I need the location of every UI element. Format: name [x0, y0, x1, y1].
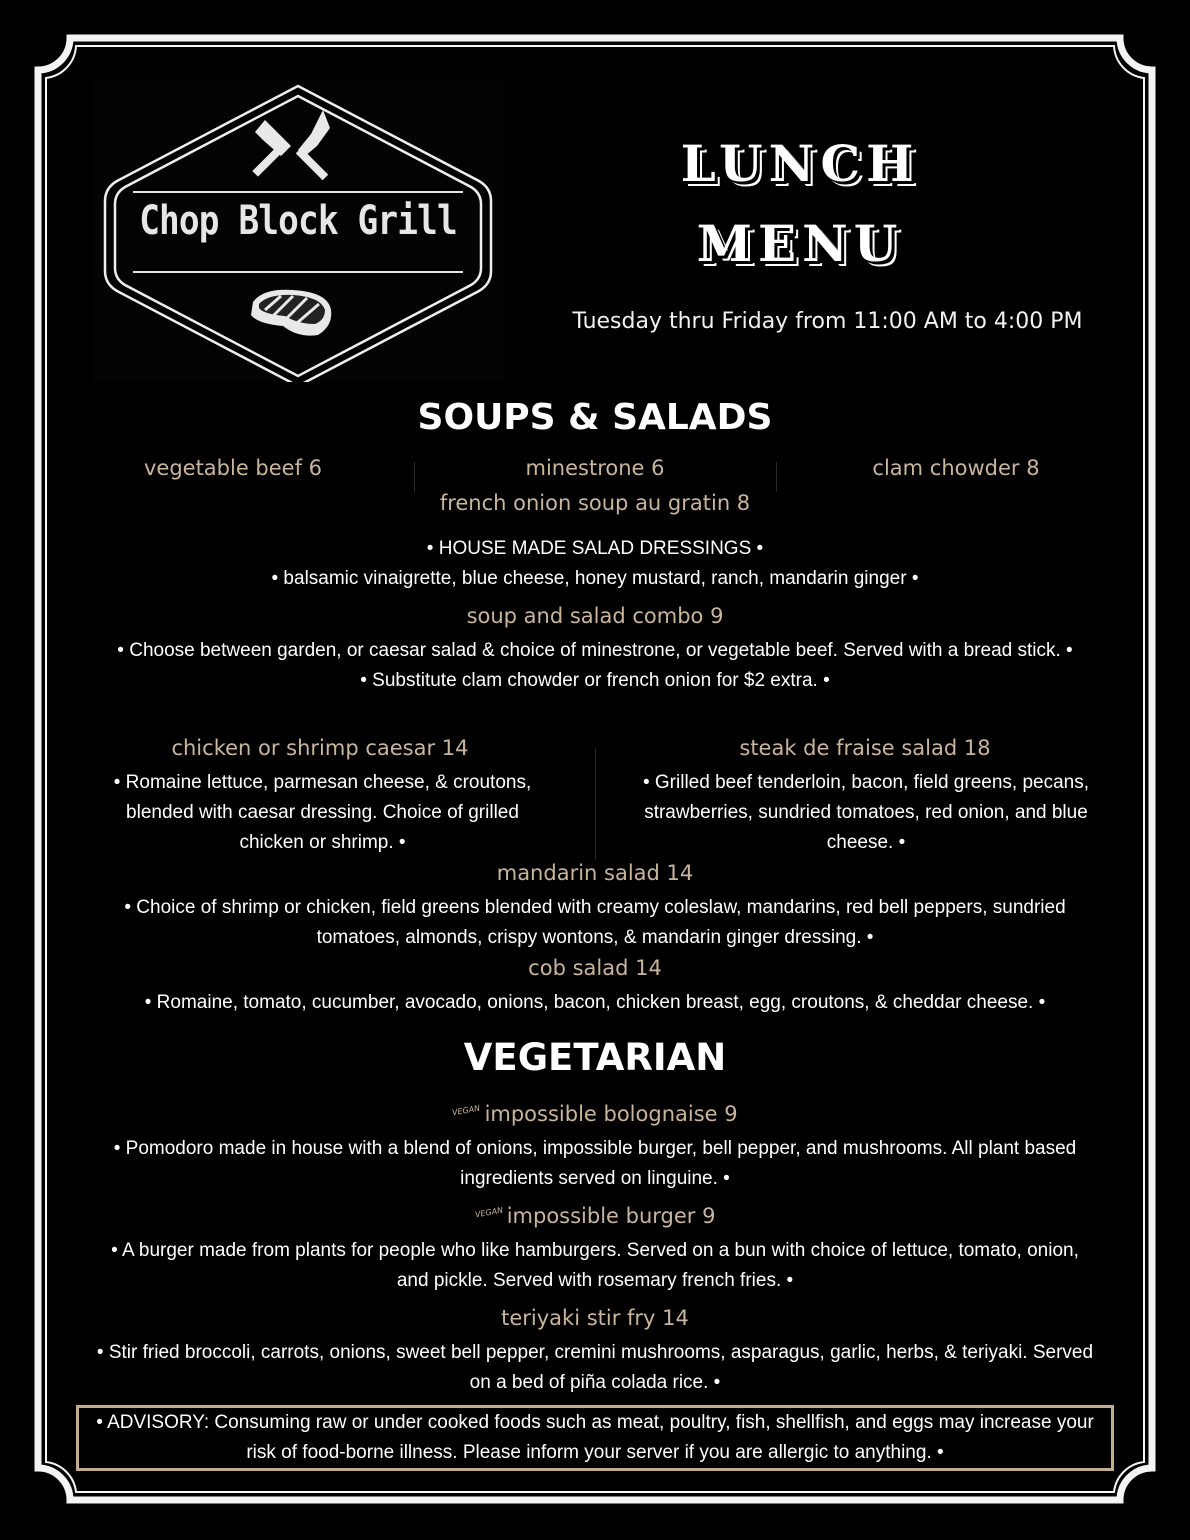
soup-vegetable-beef: vegetable beef 6 [143, 456, 323, 480]
column-divider [595, 748, 596, 860]
item-name-soup-salad-combo: soup and salad combo 9 [466, 604, 724, 628]
divider [776, 462, 777, 492]
menu-title-line1: LUNCH [680, 134, 920, 193]
restaurant-logo [93, 80, 503, 382]
crossed-knives-icon [252, 110, 330, 180]
menu-title-line2: MENU [696, 214, 904, 273]
item-desc-teriyaki-stir-fry: • Stir fried broccoli, carrots, onions, sweet bell pepper, cremini mushrooms, asparagus, garlic, herbs, & teriyaki. Served on a bed of piña colada rice. • [96, 1342, 1094, 1393]
dressings-title: • HOUSE MADE SALAD DRESSINGS • [426, 538, 764, 559]
item-name-teriyaki-stir-fry: teriyaki stir fry 14 [501, 1306, 689, 1330]
food-safety-advisory: • ADVISORY: Consuming raw or under cooked foods such as meat, poultry, fish, shellfish, and eggs may increase your risk of food-borne illness. Please inform your server if you are allergic to anything. • [76, 1405, 1114, 1471]
soup-french-onion: french onion soup au gratin 8 [439, 491, 751, 515]
item-desc-impossible-burger: • A burger made from plants for people who like hamburgers. Served on a bun with choice of lettuce, tomato, onion, and pickle. Served with rosemary french fries. • [111, 1240, 1079, 1291]
divider [414, 462, 415, 492]
item-desc-steak-de-fraise: • Grilled beef tenderloin, bacon, field greens, pecans, strawberries, sundried tomatoes, red onion, and blue cheese. • [642, 772, 1090, 853]
section-heading-soups-salads: SOUPS & SALADS [417, 397, 773, 438]
item-desc-soup-salad-combo: • Choose between garden, or caesar salad & choice of minestrone, or vegetable beef. Served with a bread stick. • [117, 640, 1073, 661]
item-name-mandarin-salad: mandarin salad 14 [496, 861, 694, 885]
item-name-cob-salad: cob salad 14 [528, 956, 662, 980]
soup-minestrone: minestrone 6 [525, 456, 665, 480]
item-desc-mandarin-salad: • Choice of shrimp or chicken, field greens blended with creamy coleslaw, mandarins, red bell peppers, sundried tomatoes, almonds, crispy wontons, & mandarin ginger dressing. • [124, 897, 1066, 948]
item-name-steak-de-fraise: steak de fraise salad 18 [739, 736, 991, 760]
item-desc-caesar: • Romaine lettuce, parmesan cheese, & croutons, blended with caesar dressing. Choice of grilled chicken or shrimp. • [113, 772, 532, 853]
dressings-list: • balsamic vinaigrette, blue cheese, honey mustard, ranch, mandarin ginger • [271, 568, 919, 589]
item-name-impossible-burger: VEGAN impossible burger 9 [473, 1204, 716, 1228]
item-name-caesar: chicken or shrimp caesar 14 [171, 736, 469, 760]
logo-wordmark: Chop Block Grill [139, 198, 457, 244]
item-desc-soup-salad-combo-sub: • Substitute clam chowder or french onion for $2 extra. • [360, 670, 830, 691]
item-desc-impossible-bolognaise: • Pomodoro made in house with a blend of onions, impossible burger, bell pepper, and mushrooms. All plant based ingredients served on linguine. • [113, 1138, 1077, 1189]
section-heading-vegetarian: VEGETARIAN [463, 1036, 727, 1079]
item-name-impossible-bolognaise: VEGAN impossible bolognaise 9 [451, 1102, 738, 1126]
vegan-tag: VEGAN [451, 1103, 482, 1118]
item-desc-cob-salad: • Romaine, tomato, cucumber, avocado, onions, bacon, chicken breast, egg, croutons, & cheddar cheese. • [144, 992, 1046, 1013]
service-hours: Tuesday thru Friday from 11:00 AM to 4:00 PM [572, 309, 1083, 334]
soup-clam-chowder: clam chowder 8 [872, 456, 1040, 480]
steak-icon [251, 290, 331, 336]
vegan-tag: VEGAN [473, 1205, 504, 1220]
